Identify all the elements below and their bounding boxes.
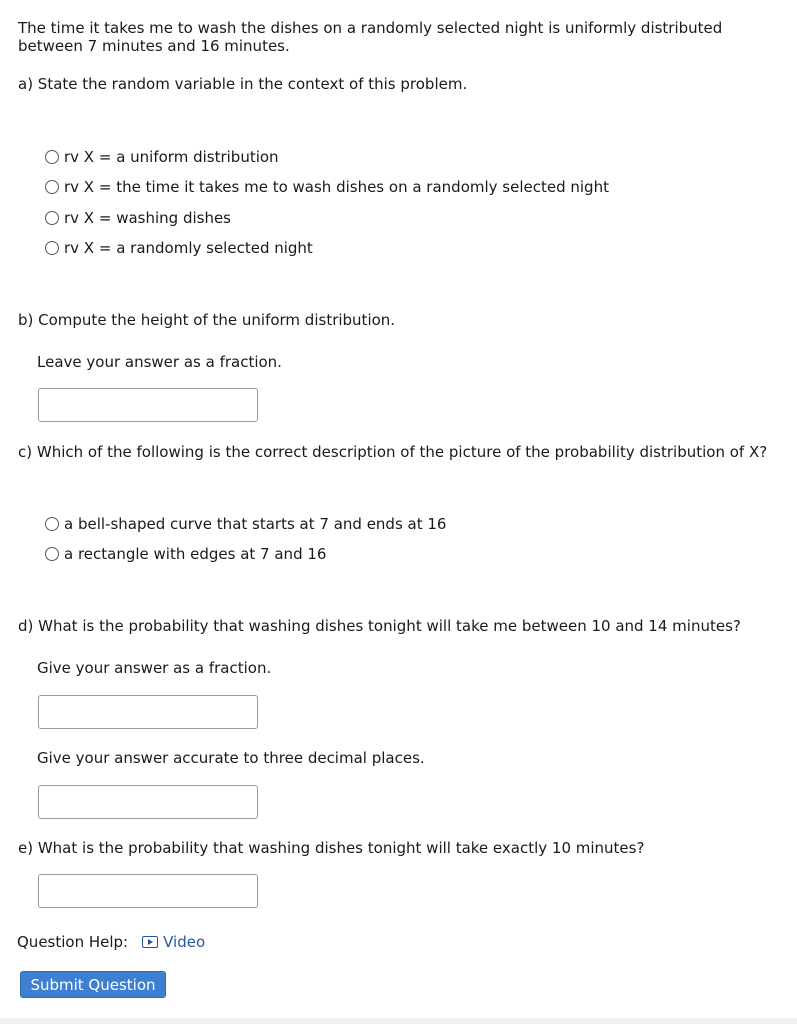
radio-button[interactable]	[45, 241, 59, 255]
answer-b-input[interactable]	[38, 388, 258, 422]
page-bottom-bar	[0, 1018, 797, 1024]
radio-button[interactable]	[45, 150, 59, 164]
radio-button[interactable]	[45, 517, 59, 531]
option-label: a rectangle with edges at 7 and 16	[64, 545, 327, 563]
answer-e-input[interactable]	[38, 874, 258, 908]
option-c1[interactable]	[45, 514, 446, 534]
option-label: rv X = the time it takes me to wash dishes on a randomly selected night	[64, 178, 609, 196]
answer-d-fraction-input[interactable]	[38, 695, 258, 729]
option-label: rv X = a uniform distribution	[64, 148, 279, 166]
question-a: a) State the random variable in the context of this problem.	[18, 75, 468, 93]
question-c: c) Which of the following is the correct description of the picture of the probability distribution of X?	[18, 443, 768, 461]
option-a4[interactable]	[45, 238, 313, 258]
option-a2[interactable]	[45, 177, 609, 197]
option-a3[interactable]	[45, 208, 231, 228]
radio-button[interactable]	[45, 180, 59, 194]
option-a1[interactable]	[45, 147, 279, 167]
instruction-b: Leave your answer as a fraction.	[37, 353, 282, 371]
instruction-d-decimal: Give your answer accurate to three decimal places.	[37, 749, 425, 767]
instruction-d-fraction: Give your answer as a fraction.	[37, 659, 272, 677]
answer-d-decimal-input[interactable]	[38, 785, 258, 819]
question-b: b) Compute the height of the uniform distribution.	[18, 311, 396, 329]
question-help	[17, 932, 205, 952]
problem-intro: The time it takes me to wash the dishes on a randomly selected night is uniformly distributed between 7 minutes and 16 minutes.	[18, 19, 723, 55]
question-d: d) What is the probability that washing dishes tonight will take me between 10 and 14 minutes?	[18, 617, 741, 635]
submit-question-button[interactable]: Submit Question	[20, 971, 166, 998]
question-e: e) What is the probability that washing dishes tonight will take exactly 10 minutes?	[18, 839, 645, 857]
question-help-label: Question Help:	[17, 933, 129, 951]
radio-button[interactable]	[45, 211, 59, 225]
option-label: a bell-shaped curve that starts at 7 and ends at 16	[64, 515, 447, 533]
option-c2[interactable]	[45, 544, 326, 564]
play-video-icon	[142, 936, 158, 948]
video-label: Video	[163, 933, 206, 951]
radio-button[interactable]	[45, 547, 59, 561]
option-label: rv X = washing dishes	[64, 209, 231, 227]
option-label: rv X = a randomly selected night	[64, 239, 313, 257]
video-link[interactable]	[142, 933, 205, 951]
